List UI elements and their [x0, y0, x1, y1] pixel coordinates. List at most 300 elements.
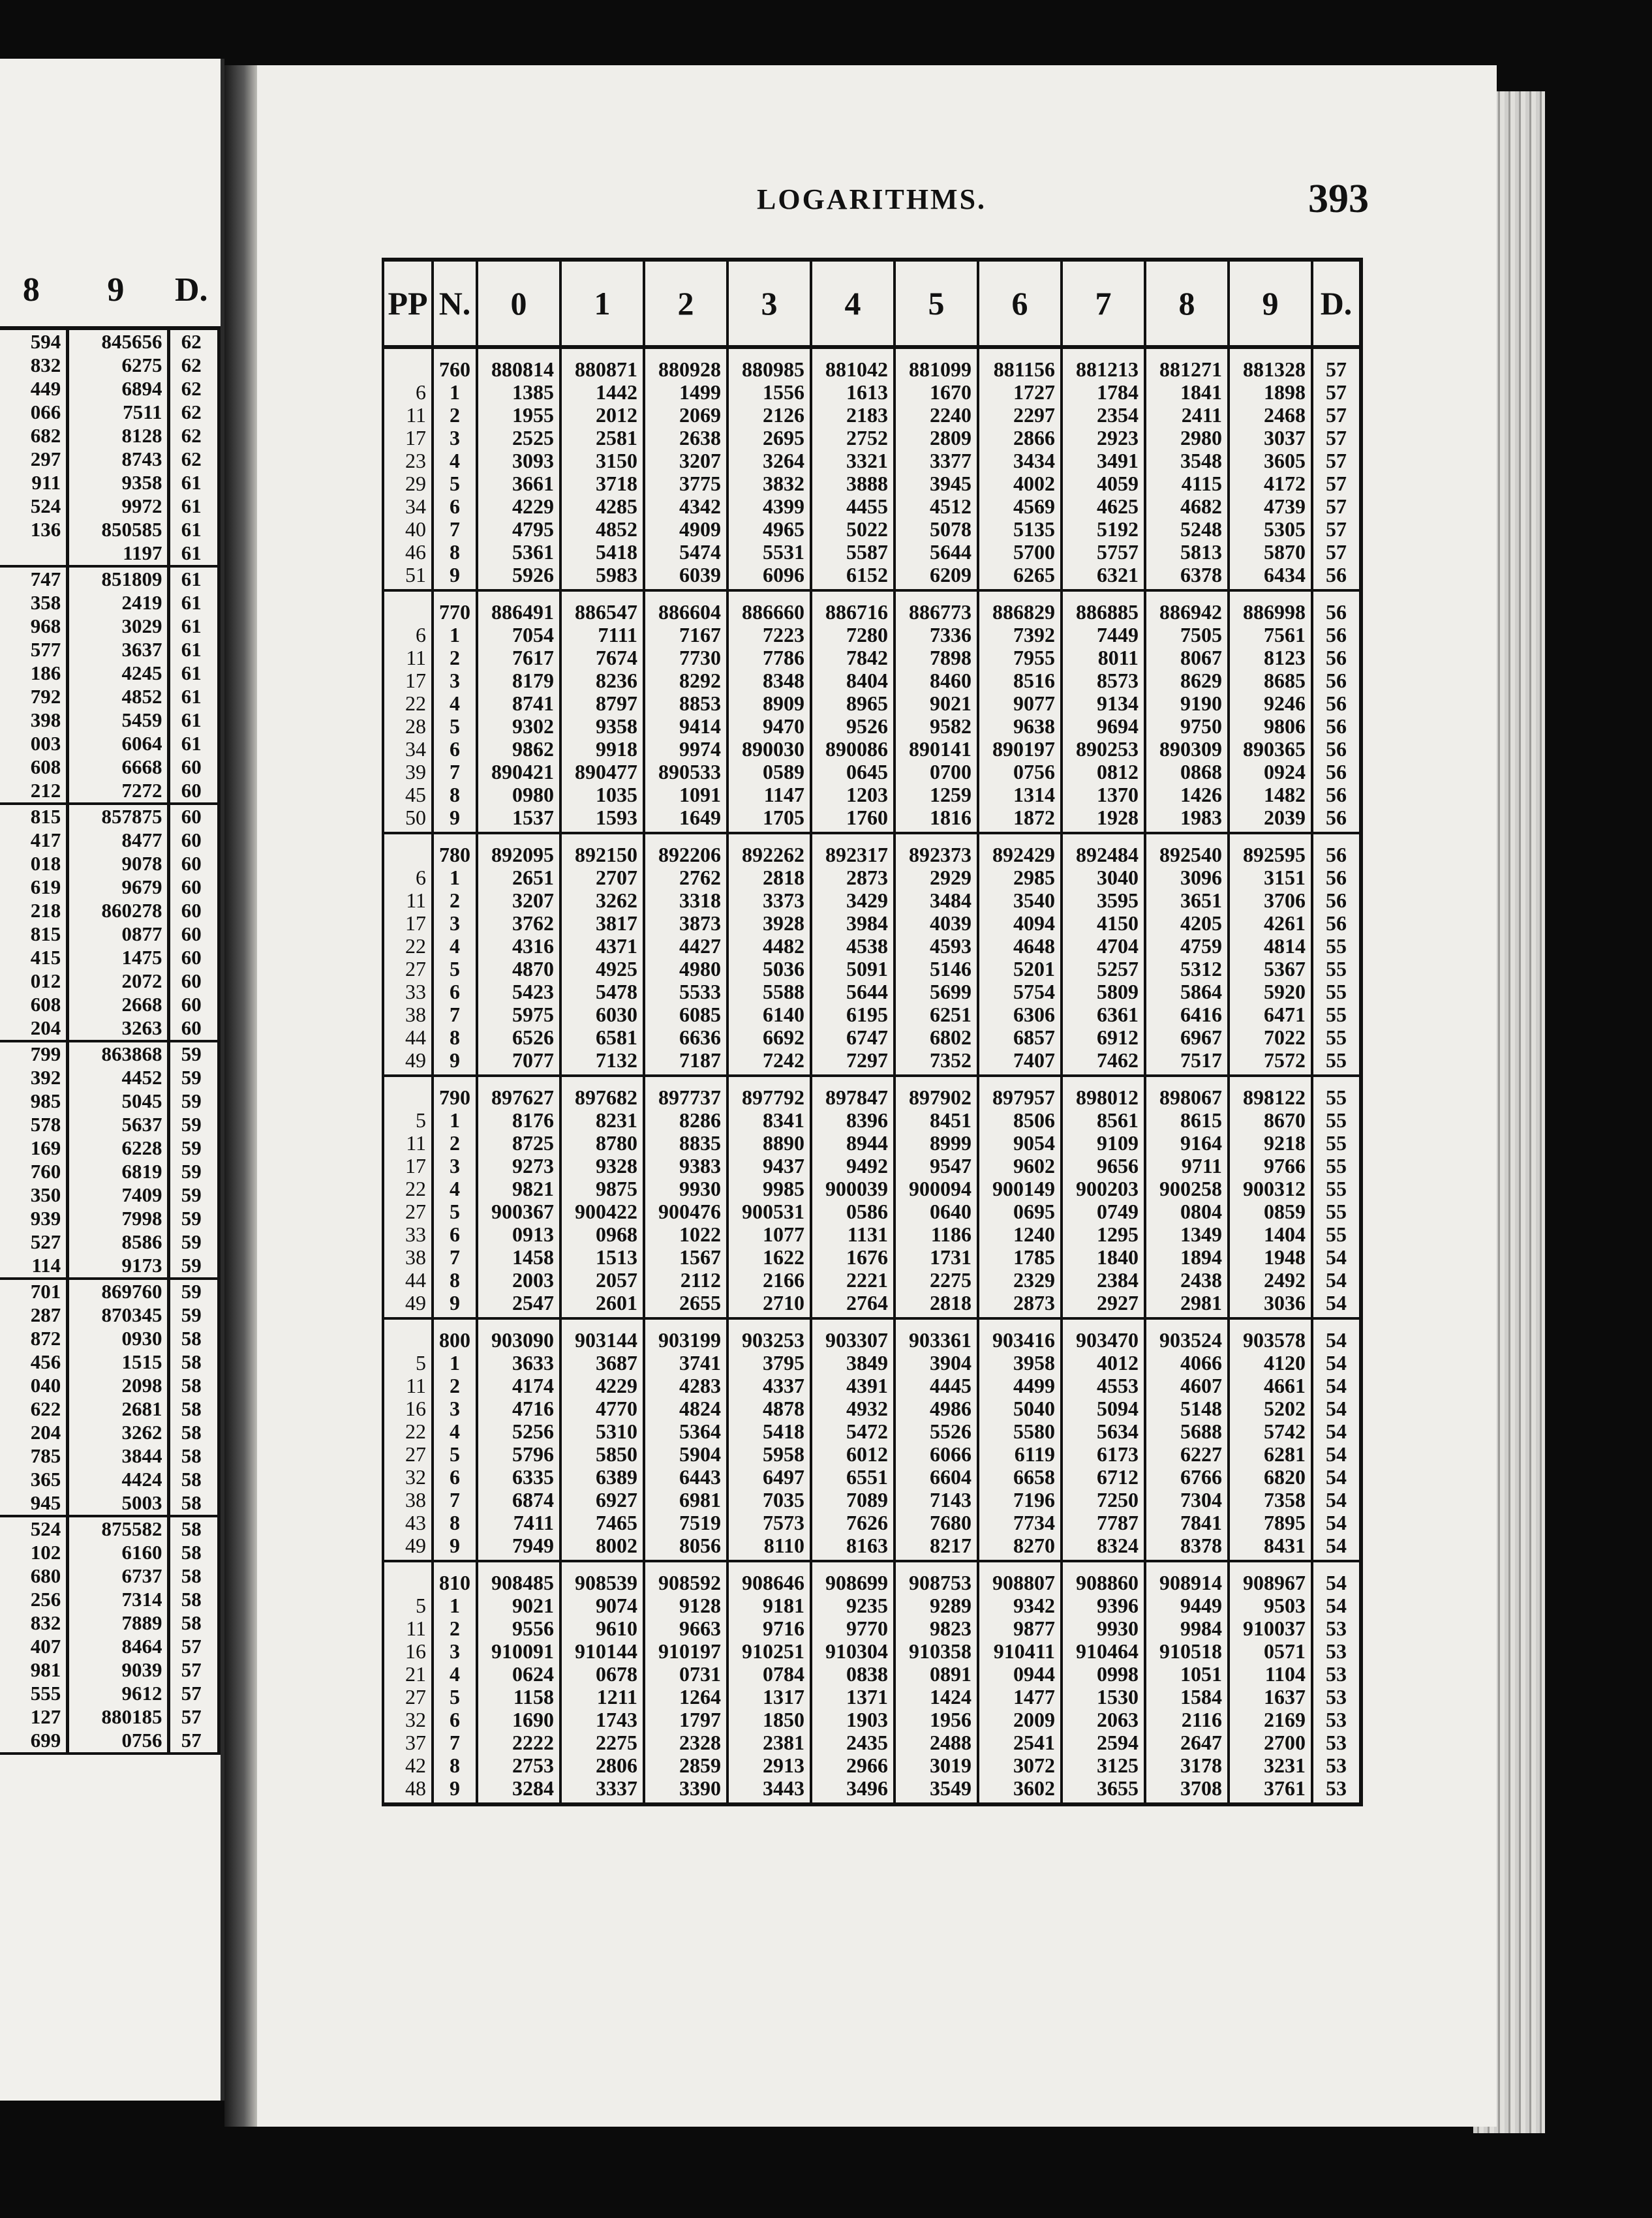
left-table-cell: 59 — [169, 1041, 219, 1066]
log-value-cell: 3036 — [1229, 1292, 1312, 1318]
log-value-cell: 1349 — [1145, 1223, 1229, 1246]
number-cell: 780 — [433, 833, 477, 866]
log-value-cell: 5423 — [477, 980, 560, 1003]
log-value-cell: 5094 — [1062, 1397, 1145, 1420]
log-value-cell: 0589 — [727, 761, 811, 783]
log-value-cell: 8516 — [978, 669, 1062, 692]
column-header: PP — [383, 260, 433, 347]
left-table-cell: 8743 — [68, 448, 169, 471]
log-value-cell: 7358 — [1229, 1489, 1312, 1512]
log-value-cell: 1426 — [1145, 783, 1229, 806]
left-table-cell: 850585 — [68, 518, 169, 541]
left-table-cell: 287 — [0, 1303, 68, 1327]
log-value-cell: 4427 — [644, 935, 727, 958]
table-row — [383, 1200, 1361, 1223]
log-value-cell: 2547 — [477, 1292, 560, 1318]
difference-cell: 56 — [1312, 866, 1361, 889]
left-table-cell: 985 — [0, 1089, 68, 1113]
log-value-cell: 0998 — [1062, 1663, 1145, 1686]
log-value-cell: 8231 — [560, 1109, 644, 1132]
log-value-cell: 2354 — [1062, 404, 1145, 427]
log-value-cell: 892150 — [560, 833, 644, 866]
column-header: 9 — [1229, 260, 1312, 347]
difference-cell: 53 — [1312, 1640, 1361, 1663]
log-value-cell: 2710 — [727, 1292, 811, 1318]
log-value-cell: 903416 — [978, 1318, 1062, 1352]
difference-cell: 54 — [1312, 1246, 1361, 1269]
number-cell: 760 — [433, 347, 477, 381]
log-value-cell: 2985 — [978, 866, 1062, 889]
log-value-cell: 5958 — [727, 1443, 811, 1466]
pp-cell: 27 — [383, 958, 433, 980]
pp-cell: 17 — [383, 1155, 433, 1177]
log-value-cell: 908860 — [1062, 1561, 1145, 1594]
left-table-cell: 60 — [169, 969, 219, 993]
log-value-cell: 898012 — [1062, 1076, 1145, 1109]
log-value-cell: 2525 — [477, 427, 560, 449]
number-cell: 9 — [433, 1049, 477, 1076]
table-row — [383, 404, 1361, 427]
difference-cell: 57 — [1312, 541, 1361, 564]
log-value-cell: 1131 — [811, 1223, 895, 1246]
log-value-cell: 5367 — [1229, 958, 1312, 980]
log-value-cell: 9750 — [1145, 715, 1229, 738]
log-value-cell: 6321 — [1062, 564, 1145, 590]
number-cell: 3 — [433, 912, 477, 935]
log-value-cell: 2488 — [895, 1731, 978, 1754]
log-value-cell: 7626 — [811, 1512, 895, 1534]
difference-cell: 55 — [1312, 958, 1361, 980]
log-value-cell: 0859 — [1229, 1200, 1312, 1223]
log-value-cell: 0749 — [1062, 1200, 1145, 1223]
log-value-cell: 4870 — [477, 958, 560, 980]
pp-cell: 11 — [383, 404, 433, 427]
pp-cell: 39 — [383, 761, 433, 783]
difference-cell: 54 — [1312, 1397, 1361, 1420]
log-value-cell: 7336 — [895, 624, 978, 646]
log-value-cell: 4625 — [1062, 495, 1145, 518]
log-value-cell: 9128 — [644, 1594, 727, 1617]
log-value-cell: 880814 — [477, 347, 560, 381]
log-value-cell: 3040 — [1062, 866, 1145, 889]
table-row — [383, 1223, 1361, 1246]
log-value-cell: 7786 — [727, 646, 811, 669]
log-value-cell: 2328 — [644, 1731, 727, 1754]
left-table-cell: 61 — [169, 494, 219, 518]
log-value-cell: 6658 — [978, 1466, 1062, 1489]
log-value-cell: 9164 — [1145, 1132, 1229, 1155]
log-value-cell: 0838 — [811, 1663, 895, 1686]
log-value-cell: 6335 — [477, 1466, 560, 1489]
left-table-cell: 040 — [0, 1374, 68, 1397]
log-value-cell: 6039 — [644, 564, 727, 590]
left-table-row — [0, 852, 219, 875]
log-value-cell: 3496 — [811, 1777, 895, 1804]
left-table-cell: 869760 — [68, 1279, 169, 1303]
table-row — [383, 783, 1361, 806]
log-value-cell: 2809 — [895, 427, 978, 449]
difference-cell: 56 — [1312, 646, 1361, 669]
log-value-cell: 7304 — [1145, 1489, 1229, 1512]
left-table-row — [0, 1136, 219, 1160]
log-value-cell: 3718 — [560, 472, 644, 495]
pp-cell: 33 — [383, 1223, 433, 1246]
log-value-cell: 2927 — [1062, 1292, 1145, 1318]
log-value-cell: 5588 — [727, 980, 811, 1003]
log-value-cell: 890197 — [978, 738, 1062, 761]
number-cell: 7 — [433, 1489, 477, 1512]
log-value-cell: 7077 — [477, 1049, 560, 1076]
log-value-cell: 903524 — [1145, 1318, 1229, 1352]
left-table-cell: 3029 — [68, 615, 169, 638]
left-table-row — [0, 1066, 219, 1089]
column-header: 7 — [1062, 260, 1145, 347]
left-table-row — [0, 661, 219, 685]
log-value-cell: 890141 — [895, 738, 978, 761]
left-table-cell: 60 — [169, 828, 219, 852]
log-value-cell: 9526 — [811, 715, 895, 738]
number-cell: 2 — [433, 1375, 477, 1397]
log-value-cell: 9974 — [644, 738, 727, 761]
log-value-cell: 4852 — [560, 518, 644, 541]
log-value-cell: 4066 — [1145, 1352, 1229, 1375]
difference-cell: 54 — [1312, 1561, 1361, 1594]
log-value-cell: 9547 — [895, 1155, 978, 1177]
log-value-cell: 6416 — [1145, 1003, 1229, 1026]
left-table-cell: 863868 — [68, 1041, 169, 1066]
log-value-cell: 8890 — [727, 1132, 811, 1155]
left-table-cell: 5459 — [68, 708, 169, 732]
left-table-cell: 62 — [169, 448, 219, 471]
log-value-cell: 1404 — [1229, 1223, 1312, 1246]
left-table-row — [0, 1658, 219, 1682]
left-table-row — [0, 708, 219, 732]
table-row — [383, 1003, 1361, 1026]
log-value-cell: 890253 — [1062, 738, 1145, 761]
pp-cell: 27 — [383, 1686, 433, 1709]
log-value-cell: 6030 — [560, 1003, 644, 1026]
difference-cell: 55 — [1312, 980, 1361, 1003]
log-value-cell: 7187 — [644, 1049, 727, 1076]
log-value-cell: 9492 — [811, 1155, 895, 1177]
number-cell: 6 — [433, 1223, 477, 1246]
left-table-cell: 449 — [0, 377, 68, 401]
log-value-cell: 9328 — [560, 1155, 644, 1177]
table-row — [383, 833, 1361, 866]
pp-cell: 22 — [383, 935, 433, 958]
log-value-cell: 3484 — [895, 889, 978, 912]
log-value-cell: 5310 — [560, 1420, 644, 1443]
left-table-row — [0, 1588, 219, 1611]
log-value-cell: 5870 — [1229, 541, 1312, 564]
difference-cell: 54 — [1312, 1466, 1361, 1489]
log-value-cell: 3540 — [978, 889, 1062, 912]
log-value-cell: 8378 — [1145, 1534, 1229, 1561]
log-value-cell: 9610 — [560, 1617, 644, 1640]
log-value-cell: 6012 — [811, 1443, 895, 1466]
log-value-cell: 5146 — [895, 958, 978, 980]
number-cell: 6 — [433, 1466, 477, 1489]
difference-cell: 54 — [1312, 1352, 1361, 1375]
log-value-cell: 8741 — [477, 692, 560, 715]
log-value-cell: 8506 — [978, 1109, 1062, 1132]
log-value-cell: 908592 — [644, 1561, 727, 1594]
log-value-cell: 7573 — [727, 1512, 811, 1534]
log-value-cell: 9358 — [560, 715, 644, 738]
table-row — [383, 761, 1361, 783]
pp-cell: 48 — [383, 1777, 433, 1804]
log-value-cell: 1956 — [895, 1709, 978, 1731]
log-value-cell: 2468 — [1229, 404, 1312, 427]
number-cell: 3 — [433, 1155, 477, 1177]
left-table-cell: 851809 — [68, 566, 169, 591]
log-value-cell: 9770 — [811, 1617, 895, 1640]
log-value-cell: 5699 — [895, 980, 978, 1003]
log-value-cell: 1317 — [727, 1686, 811, 1709]
log-value-cell: 6526 — [477, 1026, 560, 1049]
left-table-row — [0, 804, 219, 828]
log-value-cell: 1530 — [1062, 1686, 1145, 1709]
log-value-cell: 5688 — [1145, 1420, 1229, 1443]
log-value-cell: 6306 — [978, 1003, 1062, 1026]
log-value-cell: 2057 — [560, 1269, 644, 1292]
log-value-cell: 2929 — [895, 866, 978, 889]
left-table-cell: 58 — [169, 1350, 219, 1374]
log-value-cell: 2012 — [560, 404, 644, 427]
log-value-cell: 8341 — [727, 1109, 811, 1132]
log-value-cell: 6389 — [560, 1466, 644, 1489]
left-table-row — [0, 1230, 219, 1254]
log-value-cell: 2541 — [978, 1731, 1062, 1754]
log-value-cell: 4704 — [1062, 935, 1145, 958]
log-value-cell: 900203 — [1062, 1177, 1145, 1200]
left-table-cell: 59 — [169, 1230, 219, 1254]
left-table-cell: 61 — [169, 732, 219, 755]
difference-cell: 53 — [1312, 1731, 1361, 1754]
left-table-cell: 7272 — [68, 779, 169, 804]
log-value-cell: 5474 — [644, 541, 727, 564]
log-value-cell: 900094 — [895, 1177, 978, 1200]
left-table-cell: 60 — [169, 1016, 219, 1041]
log-value-cell: 1983 — [1145, 806, 1229, 833]
log-value-cell: 7167 — [644, 624, 727, 646]
log-value-cell: 6434 — [1229, 564, 1312, 590]
number-cell: 2 — [433, 1132, 477, 1155]
difference-cell: 53 — [1312, 1709, 1361, 1731]
left-table-cell: 815 — [0, 804, 68, 828]
table-row — [383, 866, 1361, 889]
left-table-cell: 622 — [0, 1397, 68, 1421]
log-value-cell: 900531 — [727, 1200, 811, 1223]
number-cell: 1 — [433, 624, 477, 646]
log-value-cell: 2063 — [1062, 1709, 1145, 1731]
left-table-cell: 398 — [0, 708, 68, 732]
number-cell: 8 — [433, 541, 477, 564]
log-value-cell: 3762 — [477, 912, 560, 935]
pp-cell: 17 — [383, 912, 433, 935]
pp-cell: 38 — [383, 1246, 433, 1269]
log-value-cell: 5813 — [1145, 541, 1229, 564]
left-table-cell — [0, 541, 68, 566]
left-table-cell: 4452 — [68, 1066, 169, 1089]
log-value-cell: 9806 — [1229, 715, 1312, 738]
pp-cell: 32 — [383, 1709, 433, 1731]
left-table-cell: 61 — [169, 471, 219, 494]
log-value-cell: 2859 — [644, 1754, 727, 1777]
log-value-cell: 5202 — [1229, 1397, 1312, 1420]
left-table-cell: 60 — [169, 779, 219, 804]
log-value-cell: 1816 — [895, 806, 978, 833]
log-value-cell: 5248 — [1145, 518, 1229, 541]
left-table-cell: 6894 — [68, 377, 169, 401]
log-value-cell: 4120 — [1229, 1352, 1312, 1375]
number-cell: 4 — [433, 1420, 477, 1443]
log-value-cell: 3072 — [978, 1754, 1062, 1777]
log-value-cell: 2753 — [477, 1754, 560, 1777]
log-value-cell: 892262 — [727, 833, 811, 866]
difference-cell: 56 — [1312, 715, 1361, 738]
log-value-cell: 9930 — [1062, 1617, 1145, 1640]
log-value-cell: 4909 — [644, 518, 727, 541]
pp-cell: 6 — [383, 866, 433, 889]
previous-page-fragment — [0, 59, 224, 2101]
log-value-cell: 1567 — [644, 1246, 727, 1269]
running-title: LOGARITHMS. — [757, 183, 987, 215]
log-value-cell: 6173 — [1062, 1443, 1145, 1466]
difference-cell: 55 — [1312, 1200, 1361, 1223]
left-table-cell: 8586 — [68, 1230, 169, 1254]
log-value-cell: 5796 — [477, 1443, 560, 1466]
log-value-cell: 8324 — [1062, 1534, 1145, 1561]
left-table-row — [0, 1705, 219, 1729]
log-value-cell: 910304 — [811, 1640, 895, 1663]
log-value-cell: 2806 — [560, 1754, 644, 1777]
log-value-cell: 881042 — [811, 347, 895, 381]
log-value-cell: 4795 — [477, 518, 560, 541]
log-value-cell: 3150 — [560, 449, 644, 472]
log-value-cell: 8123 — [1229, 646, 1312, 669]
number-cell: 770 — [433, 590, 477, 624]
left-table-cell: 62 — [169, 401, 219, 424]
log-value-cell: 7242 — [727, 1049, 811, 1076]
left-table-cell: 58 — [169, 1588, 219, 1611]
log-value-cell: 9930 — [644, 1177, 727, 1200]
log-value-cell: 2492 — [1229, 1269, 1312, 1292]
table-row — [383, 1512, 1361, 1534]
number-cell: 9 — [433, 806, 477, 833]
log-value-cell: 903578 — [1229, 1318, 1312, 1352]
left-table-row — [0, 1327, 219, 1350]
log-value-cell: 5809 — [1062, 980, 1145, 1003]
left-table-cell: 60 — [169, 899, 219, 922]
left-table-cell: 880185 — [68, 1705, 169, 1729]
pp-cell: 33 — [383, 980, 433, 1003]
log-value-cell: 3178 — [1145, 1754, 1229, 1777]
log-value-cell: 1442 — [560, 381, 644, 404]
log-value-cell: 9190 — [1145, 692, 1229, 715]
left-table-cell: 136 — [0, 518, 68, 541]
left-table-cell: 608 — [0, 755, 68, 779]
log-value-cell: 1499 — [644, 381, 727, 404]
log-value-cell: 0980 — [477, 783, 560, 806]
difference-cell: 54 — [1312, 1443, 1361, 1466]
log-value-cell: 0645 — [811, 761, 895, 783]
log-value-cell: 890365 — [1229, 738, 1312, 761]
table-row — [383, 1534, 1361, 1561]
table-row — [383, 381, 1361, 404]
left-table-row — [0, 424, 219, 448]
log-value-cell: 1676 — [811, 1246, 895, 1269]
number-cell: 3 — [433, 669, 477, 692]
log-value-cell: 3832 — [727, 472, 811, 495]
left-table-cell: 785 — [0, 1444, 68, 1468]
log-value-cell: 2980 — [1145, 427, 1229, 449]
log-value-cell: 1584 — [1145, 1686, 1229, 1709]
log-value-cell: 7196 — [978, 1489, 1062, 1512]
log-value-cell: 8396 — [811, 1109, 895, 1132]
left-table-row — [0, 377, 219, 401]
log-value-cell: 910251 — [727, 1640, 811, 1663]
left-table-cell: 594 — [0, 328, 68, 354]
table-row — [383, 1489, 1361, 1512]
log-value-cell: 2651 — [477, 866, 560, 889]
left-table-row — [0, 1682, 219, 1705]
log-value-cell: 2126 — [727, 404, 811, 427]
log-value-cell: 3207 — [477, 889, 560, 912]
number-cell: 810 — [433, 1561, 477, 1594]
left-table-cell: 577 — [0, 638, 68, 661]
left-table-cell: 59 — [169, 1254, 219, 1279]
log-value-cell: 3958 — [978, 1352, 1062, 1375]
left-table-cell: 9173 — [68, 1254, 169, 1279]
log-value-cell: 8451 — [895, 1109, 978, 1132]
log-value-cell: 3655 — [1062, 1777, 1145, 1804]
log-value-cell: 1370 — [1062, 783, 1145, 806]
left-table-cell: 524 — [0, 1516, 68, 1541]
left-table-cell: 7314 — [68, 1588, 169, 1611]
log-value-cell: 1637 — [1229, 1686, 1312, 1709]
log-value-cell: 4824 — [644, 1397, 727, 1420]
log-value-cell: 9383 — [644, 1155, 727, 1177]
log-value-cell: 1211 — [560, 1686, 644, 1709]
left-table-row — [0, 779, 219, 804]
log-value-cell: 1948 — [1229, 1246, 1312, 1269]
log-value-cell: 897682 — [560, 1076, 644, 1109]
left-table-row — [0, 1374, 219, 1397]
left-table-cell: 870345 — [68, 1303, 169, 1327]
page-number: 393 — [1308, 177, 1369, 221]
log-value-cell: 3775 — [644, 472, 727, 495]
table-row — [383, 1466, 1361, 1489]
pp-cell: 34 — [383, 738, 433, 761]
log-value-cell: 910091 — [477, 1640, 560, 1663]
log-value-cell: 897627 — [477, 1076, 560, 1109]
log-value-cell: 903199 — [644, 1318, 727, 1352]
log-value-cell: 5418 — [727, 1420, 811, 1443]
table-row — [383, 1754, 1361, 1777]
log-value-cell: 9862 — [477, 738, 560, 761]
log-value-cell: 9342 — [978, 1594, 1062, 1617]
left-table-cell: 872 — [0, 1327, 68, 1350]
left-table-cell: 1515 — [68, 1350, 169, 1374]
log-value-cell: 6636 — [644, 1026, 727, 1049]
difference-cell: 56 — [1312, 624, 1361, 646]
log-value-cell: 8056 — [644, 1534, 727, 1561]
left-table-row — [0, 755, 219, 779]
left-table-cell: 9039 — [68, 1658, 169, 1682]
number-cell: 4 — [433, 449, 477, 472]
table-row — [383, 427, 1361, 449]
